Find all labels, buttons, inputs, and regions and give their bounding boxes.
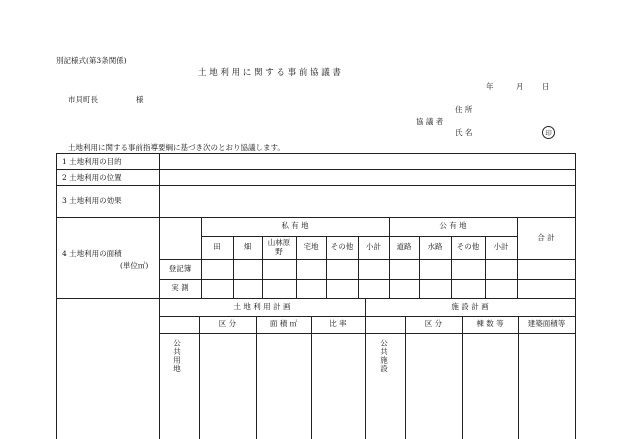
col-residential: 宅地 [303, 242, 319, 252]
date-month: 月 [516, 82, 524, 91]
row-public-facility: 公共施設 [379, 339, 389, 373]
row-survey: 実 測 [171, 283, 189, 293]
col-waterway: 水路 [427, 242, 443, 252]
effect-input[interactable] [160, 186, 574, 217]
addressee: 市貝町長 [68, 95, 98, 104]
col-road: 道路 [396, 242, 412, 252]
row-registry: 登記簿 [168, 263, 192, 273]
applicant-role-label: 協 議 者 [416, 117, 444, 126]
land-col-category: 区 分 [218, 319, 237, 329]
name-label: 氏 名 [455, 128, 473, 137]
facility-col-count: 棟 数 等 [476, 319, 504, 329]
private-land-header: 私 有 地 [281, 221, 309, 231]
col-private-other: その他 [330, 242, 354, 252]
item-effect-label: 3 土地利用の効果 [62, 196, 122, 205]
appendix-label: 別記様式(第3条関係) [56, 56, 127, 65]
item-location-label: 2 土地利用の位置 [62, 173, 122, 182]
land-col-ratio: 比 率 [329, 319, 347, 329]
col-upland-field: 畑 [243, 242, 252, 252]
item-area-unit: (単位㎡) [120, 261, 149, 270]
col-rice-field: 田 [213, 242, 221, 252]
date-day: 日 [542, 82, 550, 91]
location-input[interactable] [160, 170, 574, 185]
col-forest-wasteland: 山林原野 [267, 237, 291, 256]
col-private-subtotal: 小計 [366, 242, 381, 252]
document-title: 土 地 利 用 に 関 す る 事 前 協 議 書 [198, 68, 341, 78]
date-year: 年 [486, 82, 494, 91]
purpose-input[interactable] [160, 154, 574, 169]
land-col-area: 面 積 ㎡ [269, 319, 298, 329]
honorific: 様 [136, 95, 144, 104]
total-header: 合 計 [537, 232, 555, 242]
item-area-label: 4 土地利用の面積 [62, 249, 122, 258]
facility-col-building-area: 建築面積等 [527, 319, 566, 329]
seal-mark: 印 [542, 126, 555, 139]
col-public-subtotal: 小計 [493, 242, 509, 252]
land-use-plan-header: 土 地 利 用 計 画 [233, 301, 291, 311]
address-label: 住 所 [455, 105, 473, 114]
public-land-header: 公 有 地 [439, 221, 467, 231]
col-public-other: その他 [456, 242, 480, 252]
row-public-land: 公共用地 [172, 339, 182, 373]
item-purpose-label: 1 土地利用の目的 [62, 157, 122, 166]
intro-text: 土地利用に関する事前指導要綱に基づき次のとおり協議します。 [68, 143, 285, 152]
facility-plan-header: 施 設 計 画 [451, 301, 489, 311]
facility-col-category: 区 分 [424, 319, 443, 329]
